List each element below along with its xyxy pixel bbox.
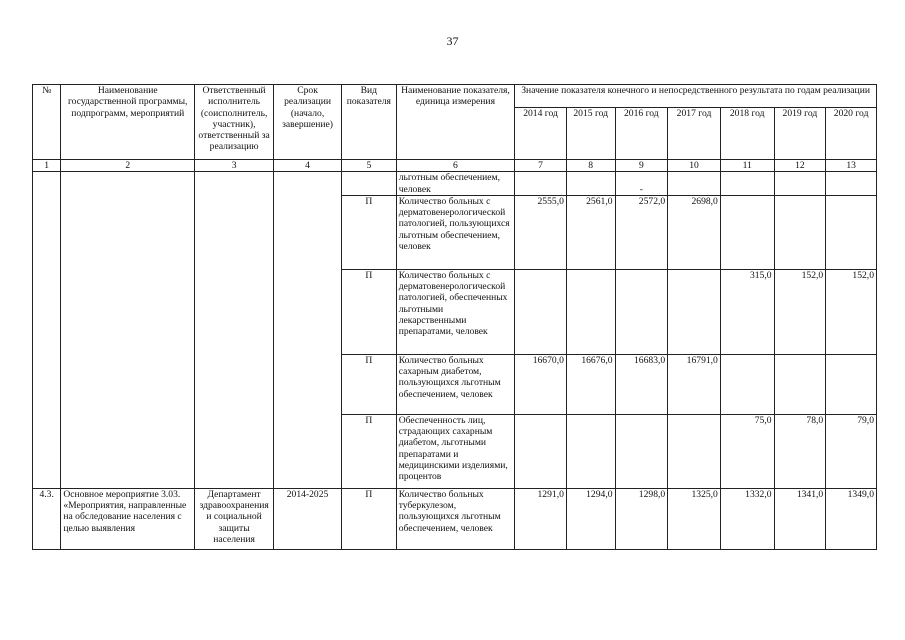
program-indicators-table (32, 84, 877, 550)
cell-value: 16670,0 (515, 354, 567, 414)
cell-value: - (615, 172, 668, 196)
cell-value (720, 195, 774, 269)
cell-indicator: Количество больных сахарным диабетом, пользующихся льготным обеспечением, человек (396, 354, 515, 414)
cell-value: 2698,0 (668, 195, 721, 269)
cell-type (341, 172, 396, 196)
cell-value: 2561,0 (566, 195, 615, 269)
cell-value (826, 354, 877, 414)
column-number: 2 (61, 160, 195, 172)
header-type: Вид показателя (341, 85, 396, 160)
cell-value: 2555,0 (515, 195, 567, 269)
cell-indicator: Количество больных с дерматовенерологической патологией, пользующихся льготным обеспечением, человек (396, 195, 515, 269)
cell-value: 1294,0 (566, 488, 615, 549)
cell-value (774, 195, 826, 269)
column-number: 3 (195, 160, 274, 172)
cell-value (826, 172, 877, 196)
cell-value (774, 172, 826, 196)
cell-type: П (341, 195, 396, 269)
cell-type: П (341, 354, 396, 414)
column-numbers-row (33, 160, 877, 172)
header-num: № (33, 85, 61, 160)
header-name: Наименование государственной программы, подпрограмм, мероприятий (61, 85, 195, 160)
cell-term: 2014-2025 (274, 488, 342, 549)
column-number: 7 (515, 160, 567, 172)
cell-value (515, 414, 567, 488)
cell-type: П (341, 414, 396, 488)
cell-value: 1298,0 (615, 488, 668, 549)
column-number: 12 (774, 160, 826, 172)
cell-indicator: Количество больных с дерматовенерологической патологией, обеспеченных льготными лекарственными препаратами, человек (396, 269, 515, 354)
cell-indicator: льготным обеспечением, человек (396, 172, 515, 196)
table-row-measure (33, 488, 877, 549)
cell-value (515, 269, 567, 354)
cell-value (774, 354, 826, 414)
cell-value: 16683,0 (615, 354, 668, 414)
column-number: 6 (396, 160, 515, 172)
cell-value: 1349,0 (826, 488, 877, 549)
cell-value (668, 269, 721, 354)
cell-indicator: Обеспеченность лиц, страдающих сахарным диабетом, льготными препаратами и медицинскими изделиями, процентов (396, 414, 515, 488)
header-values-group: Значение показателя конечного и непосредственного результата по годам реализации (515, 85, 877, 108)
cell-name: Основное мероприятие 3.03. «Мероприятия, направленные на обследование населения с целью выявления (61, 488, 195, 549)
cell-value (615, 414, 668, 488)
header-year: 2017 год (668, 108, 721, 160)
cell-value (668, 414, 721, 488)
column-number: 4 (274, 160, 342, 172)
cell-indicator: Количество больных туберкулезом, пользующихся льготным обеспечением, человек (396, 488, 515, 549)
column-number: 8 (566, 160, 615, 172)
header-indicator: Наименование показателя, единица измерения (396, 85, 515, 160)
table-row (33, 172, 877, 196)
cell-value: 315,0 (720, 269, 774, 354)
cell-num-empty (33, 172, 61, 489)
header-year: 2019 год (774, 108, 826, 160)
cell-value: 1291,0 (515, 488, 567, 549)
cell-value: 16791,0 (668, 354, 721, 414)
cell-value (515, 172, 567, 196)
cell-value: 1325,0 (668, 488, 721, 549)
column-number: 13 (826, 160, 877, 172)
cell-value (668, 172, 721, 196)
cell-value (615, 269, 668, 354)
column-number: 9 (615, 160, 668, 172)
column-number: 1 (33, 160, 61, 172)
column-number: 5 (341, 160, 396, 172)
cell-type: П (341, 488, 396, 549)
page-number: 37 (446, 34, 459, 48)
cell-value: 2572,0 (615, 195, 668, 269)
cell-value: 75,0 (720, 414, 774, 488)
header-year: 2018 год (720, 108, 774, 160)
cell-value (566, 414, 615, 488)
header-year: 2020 год (826, 108, 877, 160)
column-number: 10 (668, 160, 721, 172)
cell-value (566, 172, 615, 196)
header-term: Срок реализации (начало, завершение) (274, 85, 342, 160)
cell-value (720, 354, 774, 414)
header-responsible: Ответственный исполнитель (соисполнитель, участник), ответственный за реализацию (195, 85, 274, 160)
cell-responsible-empty (195, 172, 274, 489)
header-row (33, 85, 877, 108)
cell-value: 152,0 (774, 269, 826, 354)
header-year: 2015 год (566, 108, 615, 160)
cell-value: 1341,0 (774, 488, 826, 549)
cell-value: 16676,0 (566, 354, 615, 414)
cell-value: 79,0 (826, 414, 877, 488)
cell-value: 78,0 (774, 414, 826, 488)
header-year: 2016 год (615, 108, 668, 160)
cell-value: 1332,0 (720, 488, 774, 549)
cell-type: П (341, 269, 396, 354)
cell-name-empty (61, 172, 195, 489)
cell-value (720, 172, 774, 196)
cell-term-empty (274, 172, 342, 489)
column-number: 11 (720, 160, 774, 172)
cell-value: 152,0 (826, 269, 877, 354)
cell-num: 4.3. (33, 488, 61, 549)
cell-value (826, 195, 877, 269)
header-year: 2014 год (515, 108, 567, 160)
cell-responsible: Департамент здравоохранения и социальной защиты населения (195, 488, 274, 549)
cell-value (566, 269, 615, 354)
